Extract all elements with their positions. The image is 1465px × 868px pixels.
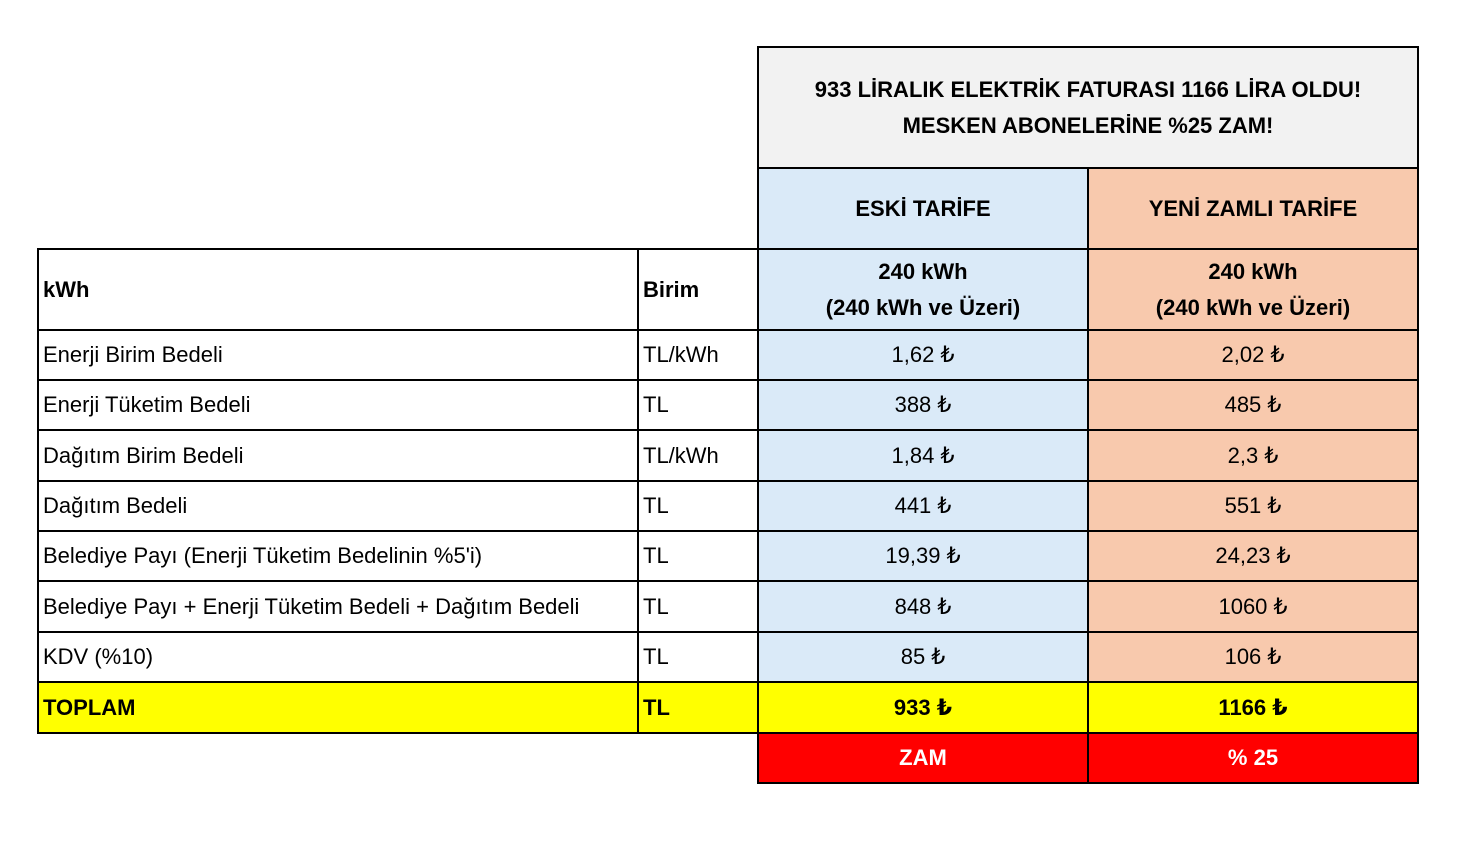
row-label: Dağıtım Birim Bedeli [43,442,244,468]
old-kwh-label: 240 kWh [878,258,968,284]
row-old-value: 441 ₺ [758,481,1088,531]
grid-line [37,631,1419,633]
headline-box [758,47,1418,168]
column-header-unit: Birim [643,276,700,302]
increase-label: ZAM [758,733,1088,783]
row-label: Enerji Tüketim Bedeli [43,392,251,417]
row-unit: TL [643,392,669,417]
grid-line [37,480,1419,482]
row-new-value: 2,02 ₺ [1088,330,1418,380]
row-old-value: 848 ₺ [758,581,1088,632]
grid-line [37,732,1419,734]
headline-line-1: 933 LİRALIK ELEKTRİK FATURASI 1166 LİRA OLDU! [814,76,1362,102]
new-kwh-label: 240 kWh [1208,258,1298,284]
grid-line [37,580,1419,582]
column-header-kwh: kWh [43,276,90,302]
row-old-value: 85 ₺ [758,632,1088,682]
grid-line [1417,46,1419,784]
old-kwh-range: (240 kWh ve Üzeri) [825,294,1021,320]
column-header-old [758,249,1088,330]
grid-line [37,530,1419,532]
grid-line [37,248,1419,250]
row-unit: TL/kWh [643,442,719,468]
row-unit: TL [643,644,669,669]
grid-line [1087,167,1089,784]
row-label: Dağıtım Bedeli [43,493,188,518]
row-new-value: 1060 ₺ [1088,581,1418,632]
total-new-value: 1166 ₺ [1088,682,1418,733]
total-unit: TL [638,682,758,733]
grid-line [757,46,759,784]
total-old-value: 933 ₺ [758,682,1088,733]
new-kwh-range: (240 kWh ve Üzeri) [1155,294,1351,320]
increase-value: % 25 [1088,733,1418,783]
row-unit: TL [643,493,669,518]
row-old-value: 388 ₺ [758,380,1088,430]
grid-line [37,248,39,734]
grid-line-top [757,46,1419,48]
grid-line [37,329,1419,331]
row-new-value: 485 ₺ [1088,380,1418,430]
total-label: TOPLAM [38,682,638,733]
grid-line [637,248,639,734]
row-unit: TL/kWh [643,342,719,367]
headline-line-2: MESKEN ABONELERİNE %25 ZAM! [902,112,1274,138]
row-label: Belediye Payı + Enerji Tüketim Bedeli + Dağıtım Bedeli [43,593,580,619]
row-old-value: 1,62 ₺ [758,330,1088,380]
row-label: KDV (%10) [43,644,154,669]
grid-line [37,681,1419,683]
row-label: Enerji Birim Bedeli [43,342,223,367]
column-header-new [1088,249,1418,330]
row-new-value: 551 ₺ [1088,481,1418,531]
row-label: Belediye Payı (Enerji Tüketim Bedelinin %5'i) [43,543,483,568]
row-new-value: 2,3 ₺ [1088,430,1418,481]
row-unit: TL [643,593,669,619]
grid-line [37,379,1419,381]
row-unit: TL [643,543,669,568]
row-new-value: 106 ₺ [1088,632,1418,682]
grid-line [37,429,1419,431]
new-tariff-header: YENİ ZAMLI TARİFE [1088,168,1418,249]
row-new-value: 24,23 ₺ [1088,531,1418,581]
row-old-value: 19,39 ₺ [758,531,1088,581]
old-tariff-header: ESKİ TARİFE [758,168,1088,249]
row-old-value: 1,84 ₺ [758,430,1088,481]
